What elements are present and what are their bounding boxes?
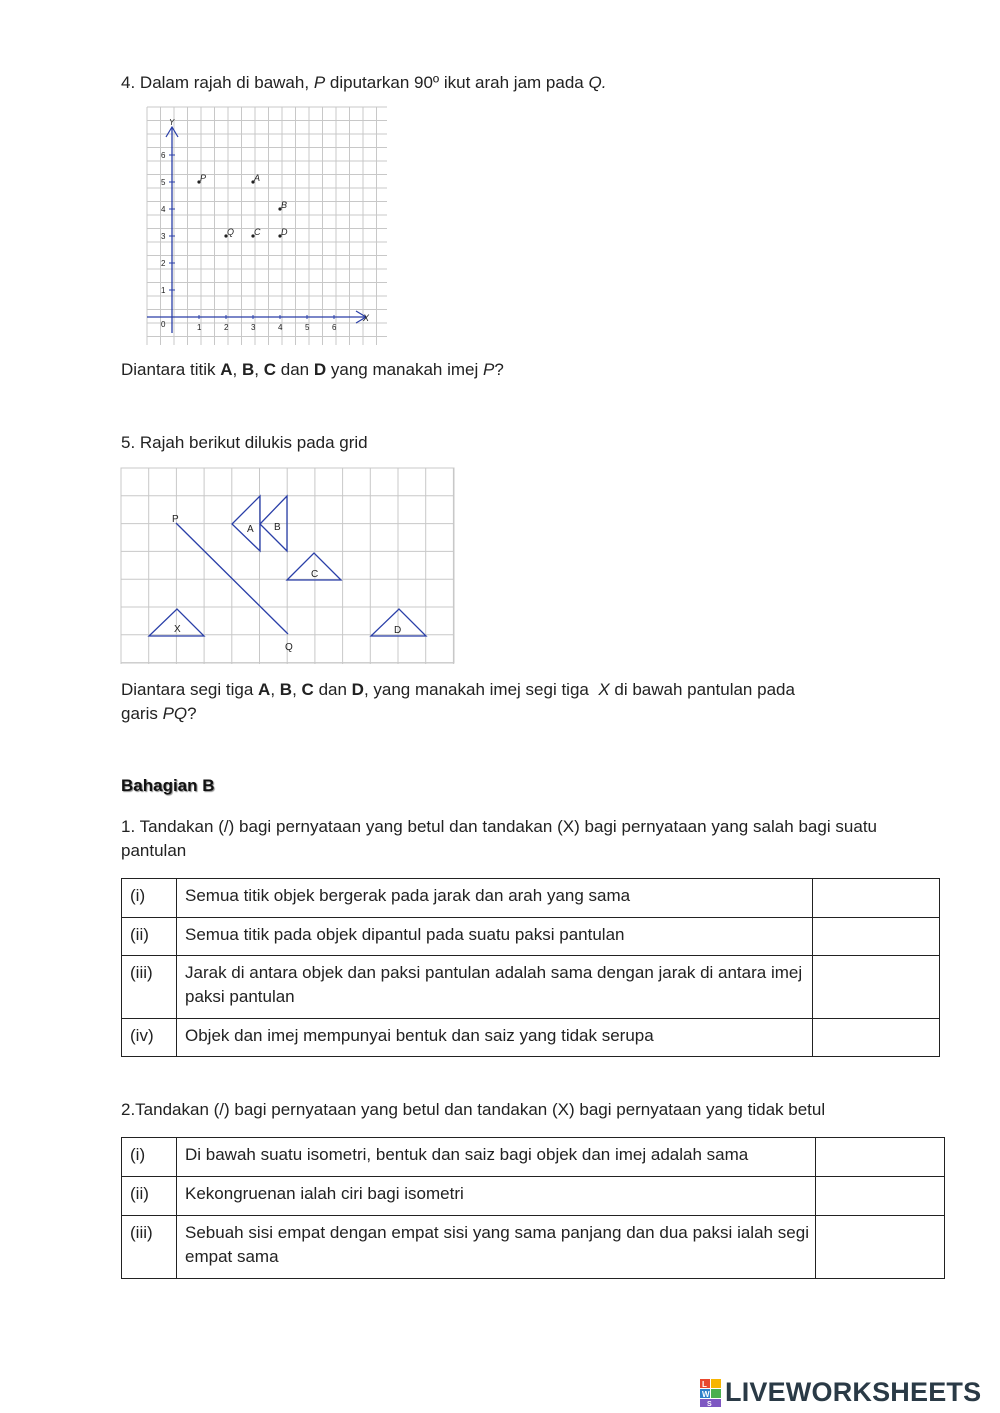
row-number: (ii) bbox=[122, 918, 177, 956]
y-tick-label: 4 bbox=[161, 205, 166, 214]
q4-points bbox=[197, 173, 288, 238]
row-number: (iv) bbox=[122, 1019, 177, 1057]
x-tick-label: 2 bbox=[224, 323, 229, 332]
table-row bbox=[122, 1177, 945, 1216]
q4-rotation-graph bbox=[142, 105, 389, 347]
section-b-q2-text: 2.Tandakan (/) bagi pernyataan yang betul dan tandakan (X) bagi pernyataan yang tidak betul bbox=[121, 1100, 826, 1119]
label-triangle-d: D bbox=[394, 625, 402, 636]
q5-reflection-grid bbox=[120, 467, 456, 665]
row-number: (i) bbox=[122, 1138, 177, 1177]
svg-text:L: L bbox=[702, 1380, 707, 1389]
section-b-q1-text: 1. Tandakan (/) bagi pernyataan yang betul dan tandakan (X) bagi pernyataan yang salah bagi suatu pantulan bbox=[121, 817, 877, 860]
q4-grid-lines bbox=[147, 107, 387, 345]
x-tick-label: 6 bbox=[332, 323, 337, 332]
q4-question: 4. Dalam rajah di bawah, P diputarkan 90º ikut arah jam pada Q. bbox=[121, 73, 607, 92]
row-number: (ii) bbox=[122, 1177, 177, 1216]
y-tick-label: 5 bbox=[161, 178, 166, 187]
x-tick-label: 1 bbox=[197, 323, 202, 332]
y-tick-label: 1 bbox=[161, 286, 166, 295]
brand-name: LIVEWORKSHEETS bbox=[725, 1377, 982, 1407]
lws-logo-icon bbox=[699, 1378, 723, 1408]
label-p: P bbox=[172, 514, 179, 525]
table-row bbox=[122, 879, 940, 918]
y-tick-label: 6 bbox=[161, 151, 166, 160]
row-number: (iii) bbox=[122, 1216, 177, 1279]
label-triangle-x: X bbox=[174, 624, 181, 635]
point-label-b: B bbox=[281, 200, 288, 210]
y-axis-label: Y bbox=[169, 118, 175, 127]
answer-cell[interactable] bbox=[813, 879, 940, 918]
point-label-q: Q bbox=[227, 227, 235, 237]
point-label-p: P bbox=[200, 173, 207, 183]
q5-title: 5. Rajah berikut dilukis pada grid bbox=[121, 433, 368, 452]
row-number: (i) bbox=[122, 879, 177, 918]
section-b-q2-table bbox=[121, 1137, 945, 1279]
row-statement: Semua titik pada objek dipantul pada suatu paksi pantulan bbox=[177, 918, 813, 956]
liveworksheets-logo[interactable] bbox=[699, 1376, 994, 1410]
answer-cell[interactable] bbox=[813, 956, 940, 1019]
origin-label: 0 bbox=[161, 320, 166, 329]
answer-cell[interactable] bbox=[816, 1177, 945, 1216]
point-label-d: D bbox=[281, 227, 288, 237]
x-tick-label: 5 bbox=[305, 323, 310, 332]
label-triangle-b: B bbox=[274, 522, 281, 533]
y-tick-label: 3 bbox=[161, 232, 166, 241]
label-q: Q bbox=[285, 642, 293, 653]
answer-cell[interactable] bbox=[816, 1138, 945, 1177]
table-row bbox=[122, 1216, 945, 1279]
row-statement: Sebuah sisi empat dengan empat sisi yang sama panjang dan dua paksi ialah segi empat sama bbox=[177, 1216, 816, 1279]
row-statement: Di bawah suatu isometri, bentuk dan saiz bagi objek dan imej adalah sama bbox=[177, 1138, 816, 1177]
q4-tick-labels bbox=[161, 118, 370, 332]
svg-text:S: S bbox=[707, 1401, 712, 1408]
x-axis-label: X bbox=[363, 313, 370, 323]
point-label-a: A bbox=[254, 173, 261, 183]
label-triangle-a: A bbox=[247, 524, 254, 535]
answer-cell[interactable] bbox=[813, 918, 940, 956]
row-number: (iii) bbox=[122, 956, 177, 1019]
y-tick-label: 2 bbox=[161, 259, 166, 268]
q4-ask: Diantara titik A, B, C dan D yang manakah imej P? bbox=[121, 360, 504, 379]
row-statement: Jarak di antara objek dan paksi pantulan adalah sama dengan jarak di antara imej paksi pantulan bbox=[177, 956, 813, 1019]
section-b-q1-table bbox=[121, 878, 940, 1057]
row-statement: Kekongruenan ialah ciri bagi isometri bbox=[177, 1177, 816, 1216]
svg-text:W: W bbox=[702, 1390, 710, 1399]
q5-ask: Diantara segi tiga A, B, C dan D, yang manakah imej segi tiga X di bawah pantulan pada garis PQ? bbox=[121, 680, 795, 723]
x-tick-label: 3 bbox=[251, 323, 256, 332]
table-row bbox=[122, 1019, 940, 1057]
section-b-heading: Bahagian B bbox=[121, 776, 215, 795]
point-label-c: C bbox=[254, 227, 261, 237]
row-statement: Semua titik objek bergerak pada jarak dan arah yang sama bbox=[177, 879, 813, 918]
x-tick-label: 4 bbox=[278, 323, 283, 332]
label-triangle-c: C bbox=[311, 569, 319, 580]
answer-cell[interactable] bbox=[813, 1019, 940, 1057]
table-row bbox=[122, 918, 940, 956]
table-row bbox=[122, 1138, 945, 1177]
answer-cell[interactable] bbox=[816, 1216, 945, 1279]
table-row bbox=[122, 956, 940, 1019]
row-statement: Objek dan imej mempunyai bentuk dan saiz yang tidak serupa bbox=[177, 1019, 813, 1057]
